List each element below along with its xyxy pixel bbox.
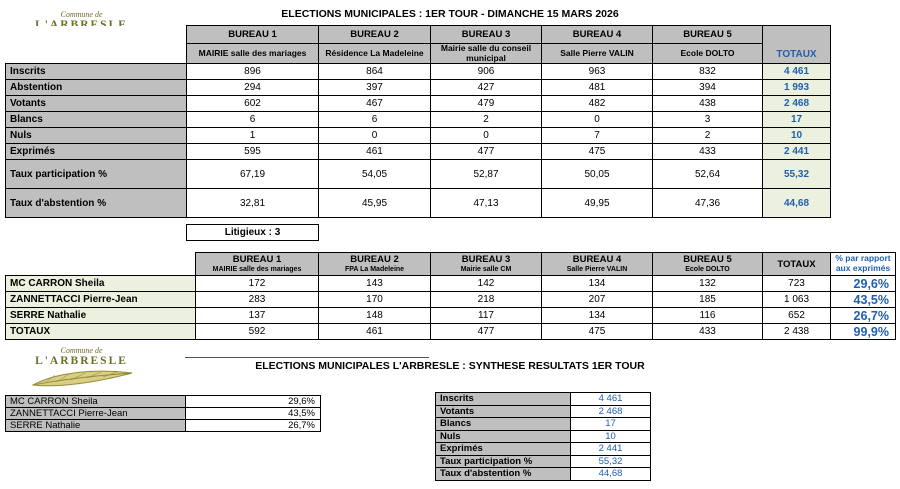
- summary-label: Exprimés: [436, 443, 571, 456]
- cell-value: 185: [653, 292, 763, 308]
- cell-value: 134: [542, 308, 653, 324]
- row-total: 652: [763, 308, 831, 324]
- synth-summary-row: [436, 443, 651, 456]
- cell-value: 482: [542, 96, 653, 112]
- results-row: [6, 160, 831, 189]
- cell-value: 477: [431, 324, 542, 340]
- cell-value: 49,95: [542, 189, 653, 218]
- synthesis-summary-table: [435, 392, 651, 481]
- cell-value: 832: [653, 64, 763, 80]
- bureau-header: [319, 253, 431, 276]
- synth-candidate-row: [6, 408, 321, 420]
- synth-candidate-row: [6, 420, 321, 432]
- bureau-venue: Ecole DOLTO: [685, 265, 730, 273]
- cell-value: 0: [431, 128, 542, 144]
- candidates-table-body: [6, 253, 896, 340]
- cell-value: 50,05: [542, 160, 653, 189]
- row-label: Abstention: [6, 80, 187, 96]
- cell-value: 67,19: [187, 160, 319, 189]
- synthesis-candidates-table: [5, 395, 321, 432]
- candidate-row: [6, 276, 896, 292]
- candidate-name: MC CARRON Sheila: [6, 276, 196, 292]
- cell-value: 963: [542, 64, 653, 80]
- cell-value: 52,64: [653, 160, 763, 189]
- cell-value: 592: [196, 324, 319, 340]
- bureau-name: BUREAU 1: [232, 254, 282, 266]
- pct-value: 29,6%: [831, 276, 896, 292]
- cell-value: 6: [187, 112, 319, 128]
- summary-value: 44,68: [571, 468, 651, 481]
- pct-value: 43,5%: [831, 292, 896, 308]
- results-row: [6, 112, 831, 128]
- row-label: Blancs: [6, 112, 187, 128]
- summary-label: Votants: [436, 405, 571, 418]
- pct-value: 99,9%: [831, 324, 896, 340]
- synthesis-title: ELECTIONS MUNICIPALES L'ARBRESLE : SYNTHESE RESULTATS 1ER TOUR: [255, 360, 645, 372]
- cell-value: 479: [431, 96, 542, 112]
- candidate-name: MC CARRON Sheila: [6, 396, 186, 408]
- corner-spacer: [6, 44, 187, 64]
- cell-value: 595: [187, 144, 319, 160]
- bureau-venue: FPA La Madeleine: [344, 265, 405, 273]
- row-total: 17: [763, 112, 831, 128]
- synth-summary-row: [436, 468, 651, 481]
- results-row: [6, 128, 831, 144]
- bureau-header: [542, 253, 653, 276]
- cell-value: 433: [653, 144, 763, 160]
- results-header-row: [6, 26, 831, 44]
- results-row: [6, 144, 831, 160]
- row-label: Taux d'abstention %: [6, 189, 187, 218]
- totaux-column-header: TOTAUX: [763, 26, 831, 64]
- cell-value: 0: [542, 112, 653, 128]
- cell-value: 116: [653, 308, 763, 324]
- bureau-venue-header: Résidence La Madeleine: [319, 44, 431, 64]
- synthesis-summary-body: [436, 393, 651, 481]
- cell-value: 143: [319, 276, 431, 292]
- cell-value: 461: [319, 144, 431, 160]
- candidate-name: SERRE Nathalie: [6, 308, 196, 324]
- candidate-row: [6, 292, 896, 308]
- bureau-name: BUREAU 3: [461, 254, 511, 266]
- synth-summary-row: [436, 405, 651, 418]
- bureau-name-header: BUREAU 5: [653, 26, 763, 44]
- summary-label: Taux participation %: [436, 455, 571, 468]
- cell-value: 170: [319, 292, 431, 308]
- bureau-name: BUREAU 2: [350, 254, 399, 266]
- cell-value: 294: [187, 80, 319, 96]
- candidate-pct: 43,5%: [186, 408, 321, 420]
- logo-commune-text: Commune de: [60, 10, 103, 19]
- divider-line: [185, 357, 429, 358]
- cell-value: 32,81: [187, 189, 319, 218]
- row-total: 44,68: [763, 189, 831, 218]
- summary-value: 55,32: [571, 455, 651, 468]
- cell-value: 1: [187, 128, 319, 144]
- results-row: [6, 64, 831, 80]
- pct-header: % par rapport aux exprimés: [831, 253, 896, 276]
- cell-value: 481: [542, 80, 653, 96]
- row-total: 2 468: [763, 96, 831, 112]
- cell-value: 906: [431, 64, 542, 80]
- summary-value: 4 461: [571, 393, 651, 406]
- synth-summary-row: [436, 393, 651, 406]
- bureau-name: BUREAU 4: [572, 254, 622, 266]
- candidates-table: [5, 252, 896, 340]
- cell-value: 477: [431, 144, 542, 160]
- bureau-header: [196, 253, 319, 276]
- candidates-header-row: [6, 253, 896, 276]
- synth-summary-row: [436, 455, 651, 468]
- row-label: Taux participation %: [6, 160, 187, 189]
- corner-spacer: [6, 26, 187, 44]
- cell-value: 438: [653, 96, 763, 112]
- bureau-name-header: BUREAU 3: [431, 26, 542, 44]
- litigieux-note: Litigieux : 3: [186, 224, 319, 241]
- cell-value: 427: [431, 80, 542, 96]
- cell-value: 142: [431, 276, 542, 292]
- cell-value: 397: [319, 80, 431, 96]
- bureau-name-header: BUREAU 2: [319, 26, 431, 44]
- summary-label: Nuls: [436, 430, 571, 443]
- cell-value: 467: [319, 96, 431, 112]
- bureau-venue-header: Ecole DOLTO: [653, 44, 763, 64]
- bureau-header: [653, 253, 763, 276]
- bureau-venue: Mairie salle CM: [460, 265, 512, 273]
- bureau-name-header: BUREAU 1: [187, 26, 319, 44]
- candidate-name: SERRE Nathalie: [6, 420, 186, 432]
- cell-value: 47,36: [653, 189, 763, 218]
- summary-value: 10: [571, 430, 651, 443]
- cell-value: 117: [431, 308, 542, 324]
- cell-value: 6: [319, 112, 431, 128]
- cell-value: 3: [653, 112, 763, 128]
- candidate-row: [6, 308, 896, 324]
- row-total: 1 993: [763, 80, 831, 96]
- cell-value: 602: [187, 96, 319, 112]
- row-total: 2 438: [763, 324, 831, 340]
- synthesis-candidates-body: [6, 396, 321, 432]
- row-total: 2 441: [763, 144, 831, 160]
- synth-candidate-row: [6, 396, 321, 408]
- cell-value: 896: [187, 64, 319, 80]
- cell-value: 461: [319, 324, 431, 340]
- cell-value: 137: [196, 308, 319, 324]
- cell-value: 134: [542, 276, 653, 292]
- candidate-pct: 29,6%: [186, 396, 321, 408]
- bureau-venue: MAIRIE salle des mariages: [212, 265, 302, 273]
- row-total: 4 461: [763, 64, 831, 80]
- row-label: Exprimés: [6, 144, 187, 160]
- bureau-name-header: BUREAU 4: [542, 26, 653, 44]
- synth-summary-row: [436, 418, 651, 431]
- bureau-venue-header: Salle Pierre VALIN: [542, 44, 653, 64]
- bureau-venue: Salle Pierre VALIN: [566, 265, 628, 273]
- cell-value: 218: [431, 292, 542, 308]
- cell-value: 0: [319, 128, 431, 144]
- candidate-row: [6, 324, 896, 340]
- cell-value: 2: [431, 112, 542, 128]
- row-total: 1 063: [763, 292, 831, 308]
- cell-value: 45,95: [319, 189, 431, 218]
- cell-value: 2: [653, 128, 763, 144]
- cell-value: 7: [542, 128, 653, 144]
- cell-value: 207: [542, 292, 653, 308]
- logo-name-text: L'ARBRESLE: [35, 355, 128, 367]
- summary-value: 2 441: [571, 443, 651, 456]
- synth-summary-row: [436, 430, 651, 443]
- summary-value: 2 468: [571, 405, 651, 418]
- main-title: ELECTIONS MUNICIPALES : 1ER TOUR - DIMANCHE 15 MARS 2026: [281, 8, 619, 20]
- cell-value: 47,13: [431, 189, 542, 218]
- candidate-pct: 26,7%: [186, 420, 321, 432]
- bureau-header: [431, 253, 542, 276]
- corner-spacer: [6, 253, 196, 276]
- cell-value: 148: [319, 308, 431, 324]
- cell-value: 172: [196, 276, 319, 292]
- bureau-name: BUREAU 5: [683, 254, 732, 266]
- results-table-body: [6, 26, 831, 218]
- cell-value: 394: [653, 80, 763, 96]
- row-total: 10: [763, 128, 831, 144]
- logo-commune-text: Commune de: [60, 346, 103, 355]
- bureau-venue-header: MAIRIE salle des mariages: [187, 44, 319, 64]
- totaux-header: TOTAUX: [763, 253, 831, 276]
- summary-label: Taux d'abstention %: [436, 468, 571, 481]
- cell-value: 864: [319, 64, 431, 80]
- summary-label: Blancs: [436, 418, 571, 431]
- results-venue-row: [6, 44, 831, 64]
- results-row: [6, 96, 831, 112]
- pct-value: 26,7%: [831, 308, 896, 324]
- cell-value: 475: [542, 144, 653, 160]
- cell-value: 132: [653, 276, 763, 292]
- cell-value: 52,87: [431, 160, 542, 189]
- summary-value: 17: [571, 418, 651, 431]
- cell-value: 475: [542, 324, 653, 340]
- bureau-venue-header: Mairie salle du conseil municipal: [431, 44, 542, 64]
- cell-value: 283: [196, 292, 319, 308]
- row-label: Inscrits: [6, 64, 187, 80]
- results-row: [6, 189, 831, 218]
- candidate-name: ZANNETTACCI Pierre-Jean: [6, 292, 196, 308]
- row-label: Nuls: [6, 128, 187, 144]
- cell-value: 54,05: [319, 160, 431, 189]
- cell-value: 433: [653, 324, 763, 340]
- row-label: Votants: [6, 96, 187, 112]
- results-table: [5, 25, 831, 218]
- candidate-name: ZANNETTACCI Pierre-Jean: [6, 408, 186, 420]
- candidate-name: TOTAUX: [6, 324, 196, 340]
- row-total: 723: [763, 276, 831, 292]
- row-total: 55,32: [763, 160, 831, 189]
- results-row: [6, 80, 831, 96]
- summary-label: Inscrits: [436, 393, 571, 406]
